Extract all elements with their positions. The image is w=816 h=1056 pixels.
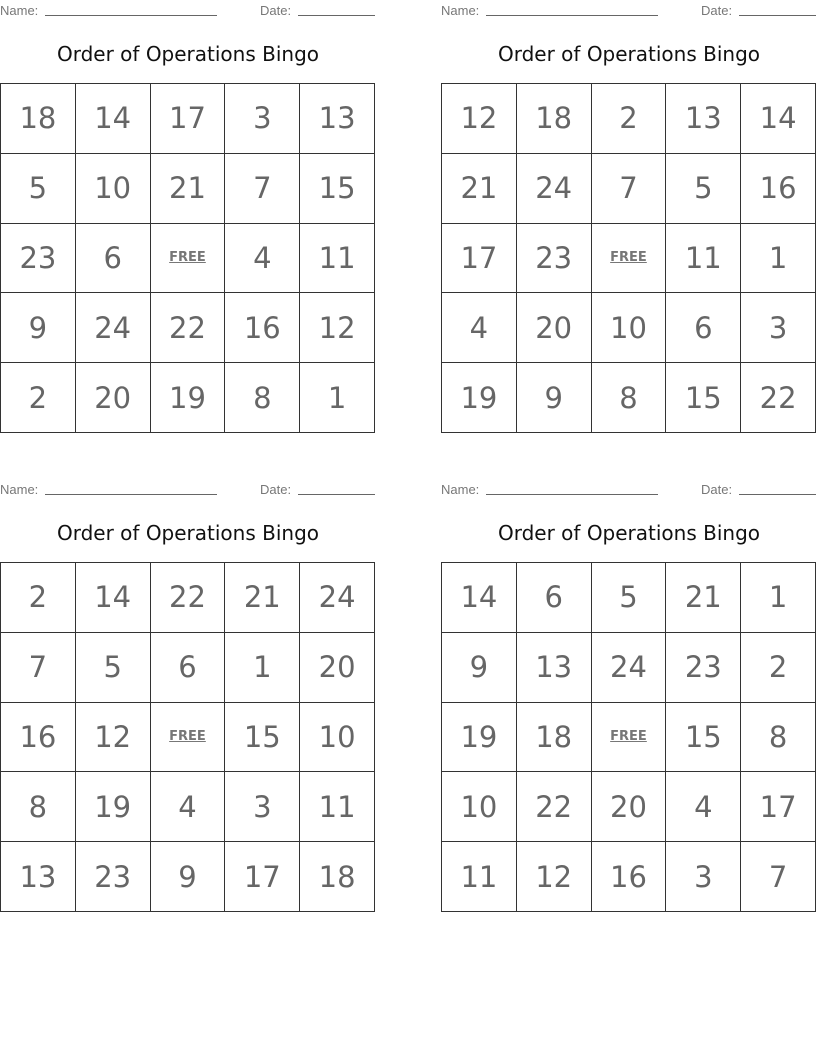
date-line[interactable] xyxy=(739,494,816,495)
date-label: Date: xyxy=(260,3,292,18)
card-title: Order of Operations Bingo xyxy=(497,42,761,66)
bingo-cell[interactable]: 8 xyxy=(741,703,816,773)
bingo-cell[interactable]: 11 xyxy=(300,772,375,842)
bingo-cell[interactable]: 20 xyxy=(592,772,667,842)
bingo-cell[interactable]: 10 xyxy=(442,772,517,842)
bingo-cell[interactable]: 24 xyxy=(76,293,151,363)
bingo-cell[interactable]: 2 xyxy=(592,84,667,154)
bingo-card xyxy=(441,479,816,894)
bingo-cell[interactable]: 22 xyxy=(517,772,592,842)
bingo-cell[interactable]: 24 xyxy=(592,633,667,703)
bingo-grid xyxy=(0,83,375,433)
bingo-cell[interactable]: 21 xyxy=(151,154,226,224)
bingo-cell[interactable]: 22 xyxy=(151,293,226,363)
bingo-cell[interactable]: 6 xyxy=(517,563,592,633)
bingo-cell[interactable]: 7 xyxy=(592,154,667,224)
name-line[interactable] xyxy=(486,15,658,16)
bingo-cell[interactable]: 10 xyxy=(300,703,375,773)
bingo-cell[interactable]: 10 xyxy=(592,293,667,363)
bingo-cell[interactable]: 9 xyxy=(151,842,226,912)
bingo-cell[interactable]: 18 xyxy=(517,84,592,154)
bingo-cell[interactable]: 13 xyxy=(300,84,375,154)
card-header xyxy=(441,0,816,22)
bingo-grid xyxy=(0,562,375,912)
card-header xyxy=(441,479,816,501)
bingo-cell[interactable]: 19 xyxy=(151,363,226,433)
bingo-cell[interactable]: 24 xyxy=(517,154,592,224)
bingo-cell[interactable]: 20 xyxy=(300,633,375,703)
bingo-cell[interactable]: 7 xyxy=(741,842,816,912)
bingo-cell[interactable]: 15 xyxy=(225,703,300,773)
bingo-cell[interactable]: 2 xyxy=(741,633,816,703)
name-line[interactable] xyxy=(486,494,658,495)
bingo-cell[interactable]: 23 xyxy=(517,224,592,294)
date-line[interactable] xyxy=(298,15,375,16)
bingo-cell[interactable]: 1 xyxy=(300,363,375,433)
bingo-cell[interactable]: 6 xyxy=(151,633,226,703)
bingo-cell[interactable]: 4 xyxy=(151,772,226,842)
name-label: Name: xyxy=(441,3,480,18)
bingo-cell[interactable]: 9 xyxy=(442,633,517,703)
bingo-cell[interactable]: 13 xyxy=(517,633,592,703)
free-space-cell[interactable]: FREE xyxy=(592,224,667,294)
bingo-card xyxy=(0,479,376,894)
bingo-cell[interactable]: 23 xyxy=(76,842,151,912)
bingo-cell[interactable]: 18 xyxy=(1,84,76,154)
bingo-cell[interactable]: 3 xyxy=(741,293,816,363)
date-line[interactable] xyxy=(298,494,375,495)
date-label: Date: xyxy=(701,482,733,497)
bingo-cell[interactable]: 8 xyxy=(592,363,667,433)
bingo-cell[interactable]: 3 xyxy=(225,772,300,842)
bingo-cell[interactable]: 8 xyxy=(1,772,76,842)
bingo-cell[interactable]: 10 xyxy=(76,154,151,224)
bingo-cell[interactable]: 14 xyxy=(442,563,517,633)
bingo-cell[interactable]: 15 xyxy=(666,703,741,773)
bingo-cell[interactable]: 16 xyxy=(225,293,300,363)
bingo-cell[interactable]: 8 xyxy=(225,363,300,433)
card-title: Order of Operations Bingo xyxy=(56,42,320,66)
date-label: Date: xyxy=(701,3,733,18)
date-label: Date: xyxy=(260,482,292,497)
bingo-cell[interactable]: 22 xyxy=(151,563,226,633)
bingo-cell[interactable]: 5 xyxy=(1,154,76,224)
bingo-cell[interactable]: 13 xyxy=(1,842,76,912)
bingo-cell[interactable]: 21 xyxy=(225,563,300,633)
bingo-cell[interactable]: 21 xyxy=(666,563,741,633)
bingo-cell[interactable]: 4 xyxy=(666,772,741,842)
bingo-cell[interactable]: 16 xyxy=(592,842,667,912)
bingo-cell[interactable]: 4 xyxy=(442,293,517,363)
bingo-cell[interactable]: 1 xyxy=(741,224,816,294)
bingo-cell[interactable]: 23 xyxy=(666,633,741,703)
bingo-cell[interactable]: 16 xyxy=(741,154,816,224)
bingo-cell[interactable]: 17 xyxy=(151,84,226,154)
free-space-cell[interactable]: FREE xyxy=(151,224,226,294)
bingo-cell[interactable]: 6 xyxy=(76,224,151,294)
bingo-cell[interactable]: 15 xyxy=(666,363,741,433)
bingo-cell[interactable]: 2 xyxy=(1,563,76,633)
bingo-cell[interactable]: 1 xyxy=(225,633,300,703)
bingo-cell[interactable]: 20 xyxy=(517,293,592,363)
bingo-cell[interactable]: 11 xyxy=(300,224,375,294)
bingo-cell[interactable]: 7 xyxy=(225,154,300,224)
bingo-cell[interactable]: 22 xyxy=(741,363,816,433)
free-space-cell[interactable]: FREE xyxy=(592,703,667,773)
bingo-cell[interactable]: 4 xyxy=(225,224,300,294)
name-label: Name: xyxy=(0,3,39,18)
bingo-cell[interactable]: 9 xyxy=(517,363,592,433)
bingo-cell[interactable]: 20 xyxy=(76,363,151,433)
date-line[interactable] xyxy=(739,15,816,16)
bingo-cell[interactable]: 17 xyxy=(225,842,300,912)
bingo-cell[interactable]: 17 xyxy=(741,772,816,842)
bingo-cell[interactable]: 19 xyxy=(76,772,151,842)
bingo-cell[interactable]: 12 xyxy=(517,842,592,912)
bingo-cell[interactable]: 23 xyxy=(1,224,76,294)
bingo-cell[interactable]: 18 xyxy=(517,703,592,773)
bingo-cell[interactable]: 11 xyxy=(666,224,741,294)
bingo-cell[interactable]: 16 xyxy=(1,703,76,773)
card-header xyxy=(0,0,376,22)
bingo-cell[interactable]: 13 xyxy=(666,84,741,154)
bingo-cell[interactable]: 12 xyxy=(76,703,151,773)
bingo-cell[interactable]: 14 xyxy=(76,563,151,633)
bingo-cell[interactable]: 15 xyxy=(300,154,375,224)
bingo-cell[interactable]: 12 xyxy=(300,293,375,363)
bingo-cell[interactable]: 5 xyxy=(666,154,741,224)
bingo-card xyxy=(441,0,816,415)
bingo-cell[interactable]: 5 xyxy=(592,563,667,633)
card-title: Order of Operations Bingo xyxy=(497,521,761,545)
bingo-card xyxy=(0,0,376,415)
bingo-cell[interactable]: 11 xyxy=(442,842,517,912)
bingo-grid xyxy=(441,83,816,433)
name-label: Name: xyxy=(441,482,480,497)
bingo-cell[interactable]: 24 xyxy=(300,563,375,633)
bingo-cell[interactable]: 19 xyxy=(442,703,517,773)
bingo-cell[interactable]: 5 xyxy=(76,633,151,703)
card-title: Order of Operations Bingo xyxy=(56,521,320,545)
bingo-cell[interactable]: 18 xyxy=(300,842,375,912)
bingo-cell[interactable]: 14 xyxy=(76,84,151,154)
bingo-cell[interactable]: 6 xyxy=(666,293,741,363)
bingo-cell[interactable]: 3 xyxy=(225,84,300,154)
bingo-cell[interactable]: 7 xyxy=(1,633,76,703)
bingo-grid xyxy=(441,562,816,912)
free-space-cell[interactable]: FREE xyxy=(151,703,226,773)
bingo-cell[interactable]: 1 xyxy=(741,563,816,633)
bingo-cell[interactable]: 14 xyxy=(741,84,816,154)
bingo-cell[interactable]: 17 xyxy=(442,224,517,294)
name-line[interactable] xyxy=(45,494,217,495)
bingo-cell[interactable]: 21 xyxy=(442,154,517,224)
bingo-cell[interactable]: 3 xyxy=(666,842,741,912)
bingo-cell[interactable]: 2 xyxy=(1,363,76,433)
bingo-cell[interactable]: 12 xyxy=(442,84,517,154)
card-header xyxy=(0,479,376,501)
bingo-cell[interactable]: 19 xyxy=(442,363,517,433)
name-label: Name: xyxy=(0,482,39,497)
name-line[interactable] xyxy=(45,15,217,16)
bingo-cell[interactable]: 9 xyxy=(1,293,76,363)
